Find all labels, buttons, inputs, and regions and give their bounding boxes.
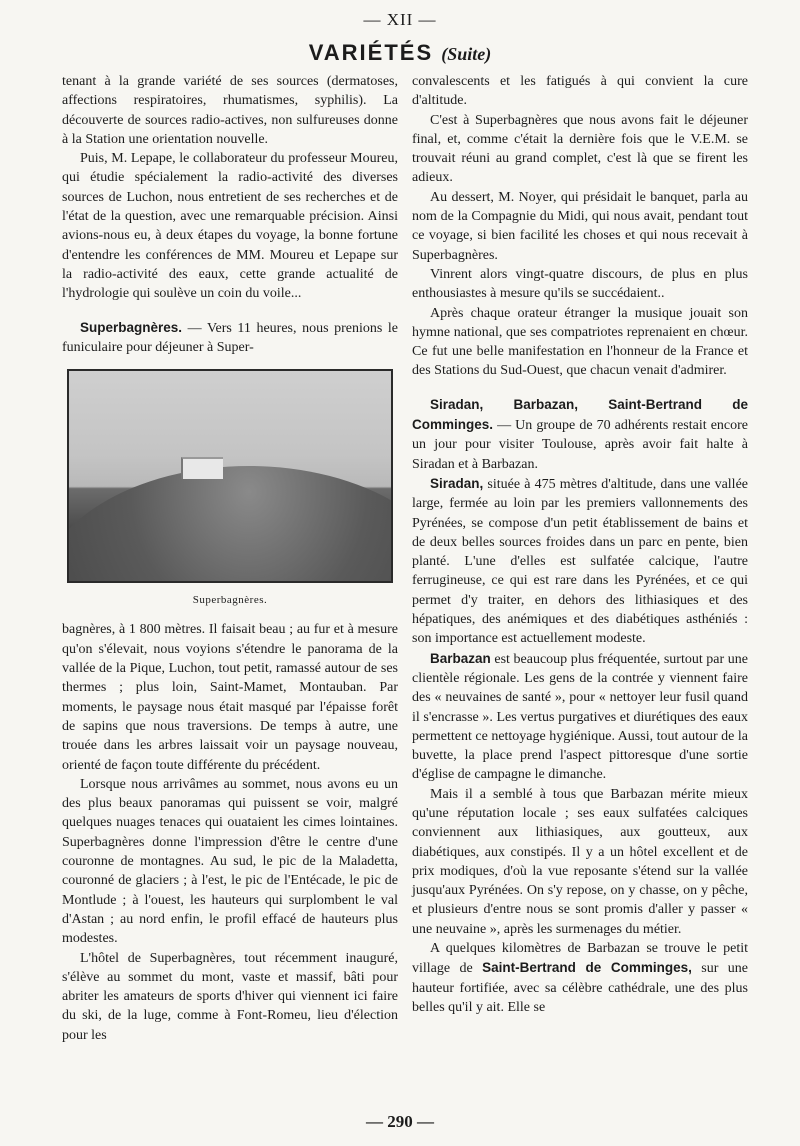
inline-heading: Barbazan (430, 650, 491, 666)
paragraph (412, 939, 748, 1017)
paragraph-text: sur une hauteur fortifiée, avec sa célèbre cathédrale, une des plus belles qu'il y ait. Elle se (412, 961, 749, 1015)
page-number-top: — XII — (363, 10, 437, 29)
paragraph: Au dessert, M. Noyer, qui présidait le banquet, parla au nom de la Compagnie du Midi, qui nous avait, pendant tout ce voyage, si bien facilité les choses et qui nous recevait à Superbagnères. (412, 189, 748, 263)
title-suite: (Suite) (441, 44, 492, 64)
hill-shape (67, 466, 393, 583)
paragraph: L'hôtel de Superbagnères, tout récemment inauguré, s'élève au sommet du mont, vaste et massif, bâti pour abriter les amateurs de sports d'hiver qui viennent ici faire du ski, de la luge, comme à Font-Romeu, lieu d'élection pour les (62, 950, 398, 1043)
paragraph: Puis, M. Lepape, le collaborateur du professeur Moureu, qui étudie spécialement la radio-activité des diverses sources de Luchon, nous entretient de ses recherches et de l'état de la question, avec une remarquable précision. Ainsi avions-nous eu, à deux étapes du voyage, la bonne fortune d'entendre les conférences de MM. Moureu et Lepape sur la radio-activité des eaux, cette grande actualité de l'hydrologie qui soulève un coin du voile... (62, 151, 398, 302)
inline-heading: Siradan, (430, 475, 484, 491)
figure (62, 369, 398, 610)
paragraph (412, 395, 748, 474)
paragraph-text: située à 475 mètres d'altitude, dans une vallée large, fermée au loin par les premiers vallonnements des Pyrénées, se compose d'un petit établissement de bains et de deux belles sources froides dans un parc en pente, bien planté. L'une d'elles est sulfatée calcique, l'autre ferrugineuse, ce qui est rare dans les Pyrénées, et ce qui permet d'y traiter, en dehors des lithiasiques et des hépatiques, des anémiques et des diabétiques asthéniés : son importance est actuellement modeste. (412, 476, 748, 647)
page-number-bottom: — 290 — (366, 1112, 434, 1131)
paragraph: convalescents et les fatigués à qui convient la cure d'altitude. (412, 74, 748, 109)
paragraph (62, 318, 398, 358)
paragraph-text: est beaucoup plus fréquentée, surtout par une clientèle régionale. Les gens de la contrée y viennent faire des « neuvaines de santé », pour « nettoyer leur fusil quand il s'encrasse ». Les vertus purgatives et diurétiques des eaux permettent ce nettoyage hygiénique. Aussi, tout autour de la buvette, la place prend l'aspect pittoresque d'une sortie d'église de campagne le dimanche. (412, 651, 748, 783)
paragraph-text: — Un groupe de 70 adhérents restait encore un jour pour visiter Toulouse, après avoir fait halte à Siradan et à Barbazan. (412, 418, 748, 472)
inline-heading: Saint-Bertrand de Comminges, (482, 960, 692, 976)
paragraph: C'est à Superbagnères que nous avons fait le déjeuner final, et, comme c'était la dernière fois que le V.E.M. se trouvait réuni au grand complet, c'est là que se firent les adieux. (412, 112, 748, 186)
paragraph-text: — Vers 11 heures, nous prenions le funiculaire pour déjeuner à Super- (62, 320, 398, 355)
section-heading: Siradan, Barbazan, Saint-Bertrand de Comminges. (412, 396, 748, 433)
paragraph (412, 474, 748, 649)
right-column (412, 72, 748, 1017)
paragraph (412, 649, 748, 785)
paragraph: bagnères, à 1 800 mètres. Il faisait beau ; au fur et à mesure qu'on s'élevait, nous voyions s'étendre le panorama de la vallée de la Pique, Luchon, tout petit, ramassé autour de ses thermes ; plus loin, Saint-Mamet, Montauban. Par moments, le paysage nous était masqué par l'épaisse forêt de sapins que nous traversions. De temps à autre, une trouée dans les arbres laissait voir un paysage nouveau, orienté de façon toute différente du précédent. (62, 622, 398, 773)
paragraph: tenant à la grande variété de ses sources (dermatoses, affections respiratoires, rhumatismes, syphilis). La découverte de sources radio-actives, non sulfureuses donne à la Station une orientation nouvelle. (62, 74, 398, 147)
hotel-shape (181, 457, 223, 479)
photo-superbagneres (67, 369, 393, 583)
page-title (0, 40, 800, 66)
paragraph-text: A quelques kilomètres de Barbazan se trouve le petit village de (412, 941, 748, 977)
left-column (62, 72, 398, 1045)
title-text: VARIÉTÉS (308, 40, 434, 65)
paragraph: Lorsque nous arrivâmes au sommet, nous avons eu un des plus beaux panoramas qui puissent se voir, malgré quelques nuages tenaces qui ouataient les cimes lointaines. Superbagnères donne l'impression d'être le centre d'une couronne de montagnes. Au sud, le pic de la Maladetta, couronné de glaciers ; à l'est, le pic de l'Entécade, le pic de Montlude ; à l'ouest, les hauteurs qui surplombent le val d'Astan ; au nord enfin, le profil effacé de hauteurs plus modestes. (62, 776, 398, 947)
paragraph: Mais il a semblé à tous que Barbazan mérite mieux qu'une réputation locale ; ses eaux sulfatées calciques conviennent aux lithiasiques, aux goutteux, aux diabétiques, aux constipés. Il y a un hôtel excellent et de prix modiques, d'où la vue reposante s'étend sur la vallée jusqu'aux Pyrénées. On s'y repose, on y chasse, on y pêche, et plusieurs d'entre nous se sont promis d'aller y passer « une neuvaine », après les surmenages du métier. (412, 786, 748, 937)
paragraph: Après chaque orateur étranger la musique jouait son hymne national, que ses compatriotes reprenaient en chœur. Ce fut une belle manifestation en l'honneur de la France et des Stations du Sud-Ouest, que chacun venait d'admirer. (412, 305, 748, 379)
section-heading: Superbagnères. (80, 319, 183, 335)
figure-caption: Superbagnères. (192, 594, 268, 607)
paragraph: Vinrent alors vingt-quatre discours, de plus en plus enthousiastes à mesure qu'ils se succédaient.. (412, 266, 748, 302)
